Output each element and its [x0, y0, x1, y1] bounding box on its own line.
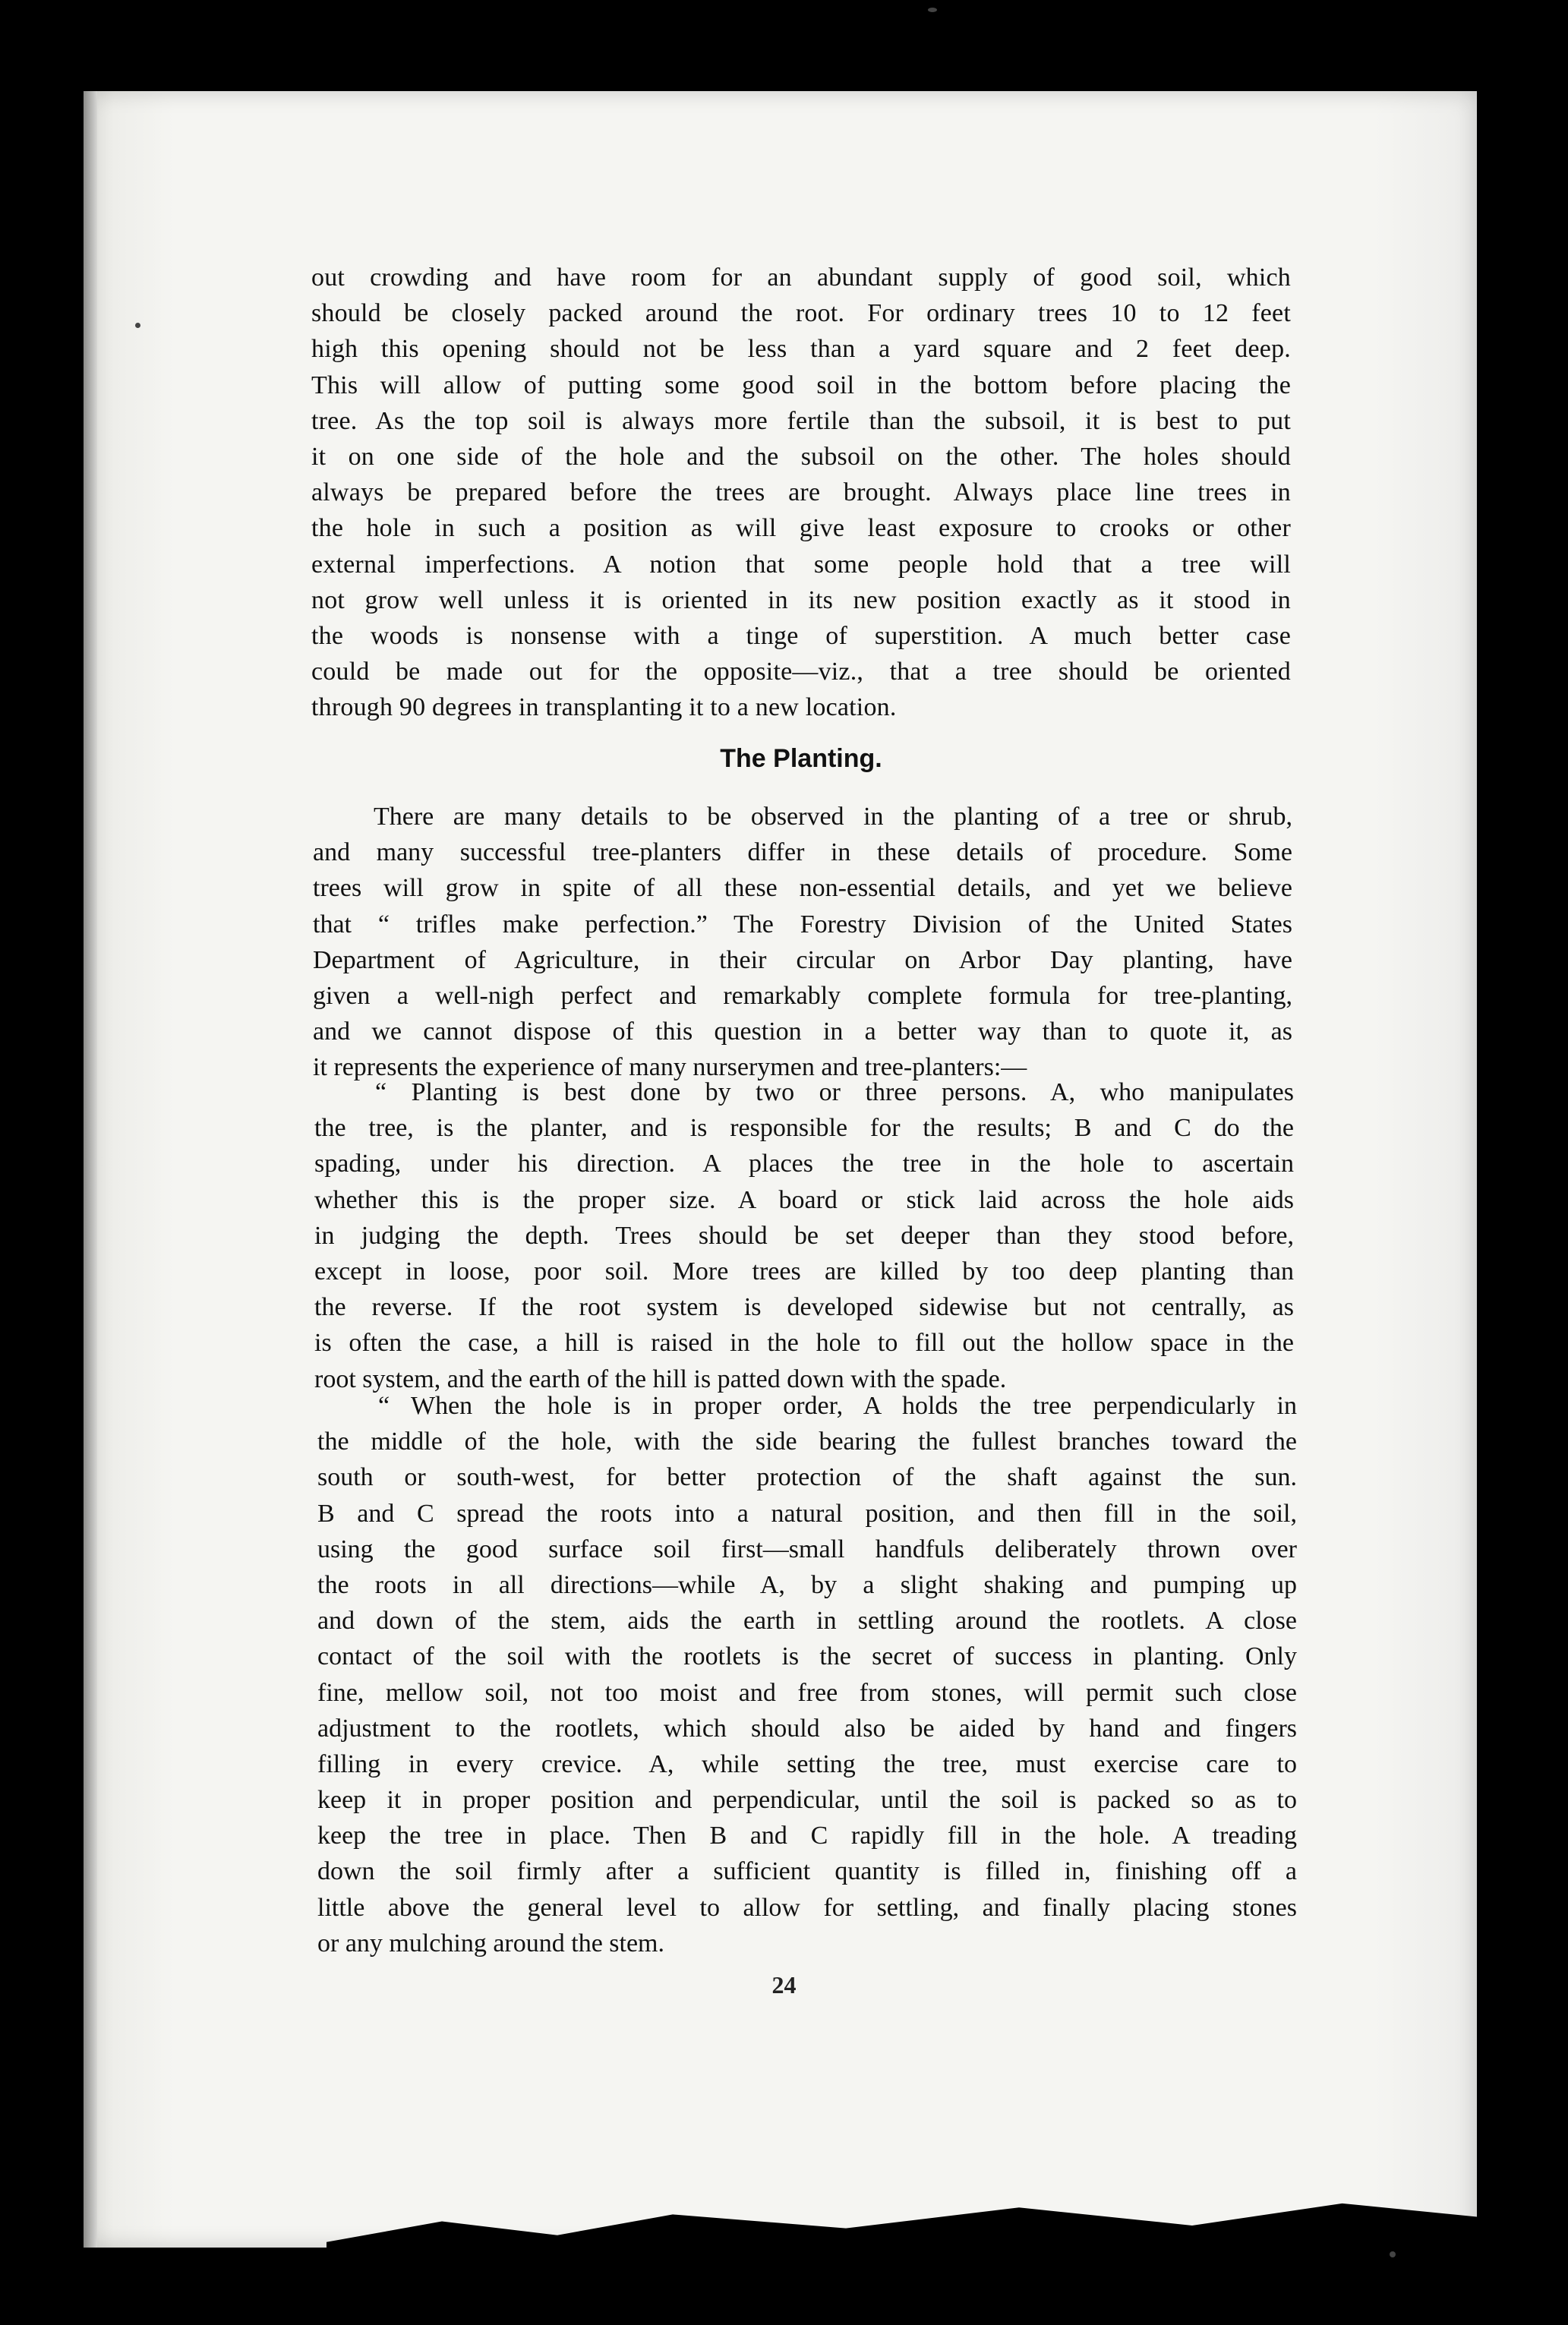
scan-speck [928, 8, 937, 12]
text-line: and down of the stem, aids the earth in settling around the rootlets. A close [317, 1607, 1297, 1636]
text-line: external imperfections. A notion that some people hold that a tree will [311, 550, 1291, 579]
paragraph-quote-1 [314, 1074, 1294, 1397]
text-line: high this opening should not be less than a yard square and 2 feet deep. [311, 335, 1291, 364]
text-line: using the good surface soil first—small handfuls deliberately thrown over [317, 1535, 1297, 1563]
text-line: the middle of the hole, with the side bearing the fullest branches toward the [317, 1427, 1297, 1456]
text-line: and we cannot dispose of this question in a better way than to quote it, as [313, 1017, 1292, 1046]
text-line: out crowding and have room for an abundant supply of good soil, which [311, 263, 1291, 292]
text-line: B and C spread the roots into a natural position, and then fill in the soil, [317, 1499, 1297, 1528]
text-line: Department of Agriculture, in their circular on Arbor Day planting, have [313, 945, 1292, 974]
text-line: keep it in proper position and perpendicular, until the soil is packed so as to [317, 1786, 1297, 1815]
text-line: trees will grow in spite of all these non-essential details, and yet we believe [313, 874, 1292, 903]
page-edge [84, 91, 97, 2248]
page-number: 24 [771, 1971, 797, 1998]
text-line: down the soil firmly after a sufficient quantity is filled in, finishing off a [317, 1857, 1297, 1886]
text-line: always be prepared before the trees are brought. Always place line trees in [311, 478, 1291, 507]
text-line: south or south-west, for better protection of the shaft against the sun. [317, 1463, 1297, 1492]
paragraph-continuation [311, 260, 1291, 725]
paragraph-quote-2 [317, 1388, 1297, 1961]
text-line: There are many details to be observed in the planting of a tree or shrub, [374, 803, 1292, 831]
scan-speck [135, 323, 140, 328]
text-line: contact of the soil with the rootlets is the secret of success in planting. Only [317, 1642, 1297, 1671]
text-line: spading, under his direction. A places the tree in the hole to ascertain [314, 1150, 1294, 1178]
text-line: in judging the depth. Trees should be set deeper than they stood before, [314, 1221, 1294, 1250]
text-line: fine, mellow soil, not too moist and free from stones, will permit such close [317, 1678, 1297, 1707]
text-line: that “ trifles make perfection.” The Forestry Division of the United States [313, 910, 1292, 939]
text-line: filling in every crevice. A, while setting the tree, must exercise care to [317, 1749, 1297, 1778]
text-line: not grow well unless it is oriented in its new position exactly as it stood in [311, 585, 1291, 614]
text-line: adjustment to the rootlets, which should also be aided by hand and fingers [317, 1714, 1297, 1743]
scan-speck [1390, 2251, 1396, 2257]
text-line: it represents the experience of many nurserymen and tree-planters:— [313, 1053, 1027, 1082]
text-line: given a well-nigh perfect and remarkably complete formula for tree-planting, [313, 981, 1292, 1010]
paragraph-intro [313, 799, 1292, 1086]
text-line: the reverse. If the root system is developed sidewise but not centrally, as [314, 1293, 1294, 1322]
text-line: through 90 degrees in transplanting it to a new location. [311, 693, 897, 722]
text-line: should be closely packed around the root. For ordinary trees 10 to 12 feet [311, 299, 1291, 328]
text-line: the tree, is the planter, and is responsible for the results; B and C do the [314, 1114, 1294, 1143]
section-heading: The Planting. [720, 744, 882, 773]
text-line: or any mulching around the stem. [317, 1929, 665, 1957]
text-line: This will allow of putting some good soil in the bottom before placing the [311, 371, 1291, 399]
text-line: and many successful tree-planters differ in these details of procedure. Some [313, 838, 1292, 867]
text-line: keep the tree in place. Then B and C rapidly fill in the hole. A treading [317, 1822, 1297, 1850]
text-line: is often the case, a hill is raised in the hole to fill out the hollow space in the [314, 1329, 1294, 1358]
text-line: tree. As the top soil is always more fertile than the subsoil, it is best to put [311, 406, 1291, 435]
text-line: it on one side of the hole and the subsoil on the other. The holes should [311, 442, 1291, 471]
text-line: whether this is the proper size. A board or stick laid across the hole aids [314, 1185, 1294, 1214]
text-line: “ When the hole is in proper order, A holds the tree perpendicularly in [378, 1392, 1297, 1420]
text-line: except in loose, poor soil. More trees are killed by too deep planting than [314, 1257, 1294, 1286]
text-line: little above the general level to allow for settling, and finally placing stones [317, 1893, 1297, 1922]
text-line: could be made out for the opposite—viz., that a tree should be oriented [311, 658, 1291, 686]
text-line: the roots in all directions—while A, by a slight shaking and pumping up [317, 1570, 1297, 1599]
text-line: the woods is nonsense with a tinge of superstition. A much better case [311, 621, 1291, 650]
text-line: the hole in such a position as will give least exposure to crooks or other [311, 514, 1291, 543]
text-line: root system, and the earth of the hill is patted down with the spade. [314, 1364, 1007, 1393]
text-line: “ Planting is best done by two or three persons. A, who manipulates [375, 1078, 1294, 1106]
